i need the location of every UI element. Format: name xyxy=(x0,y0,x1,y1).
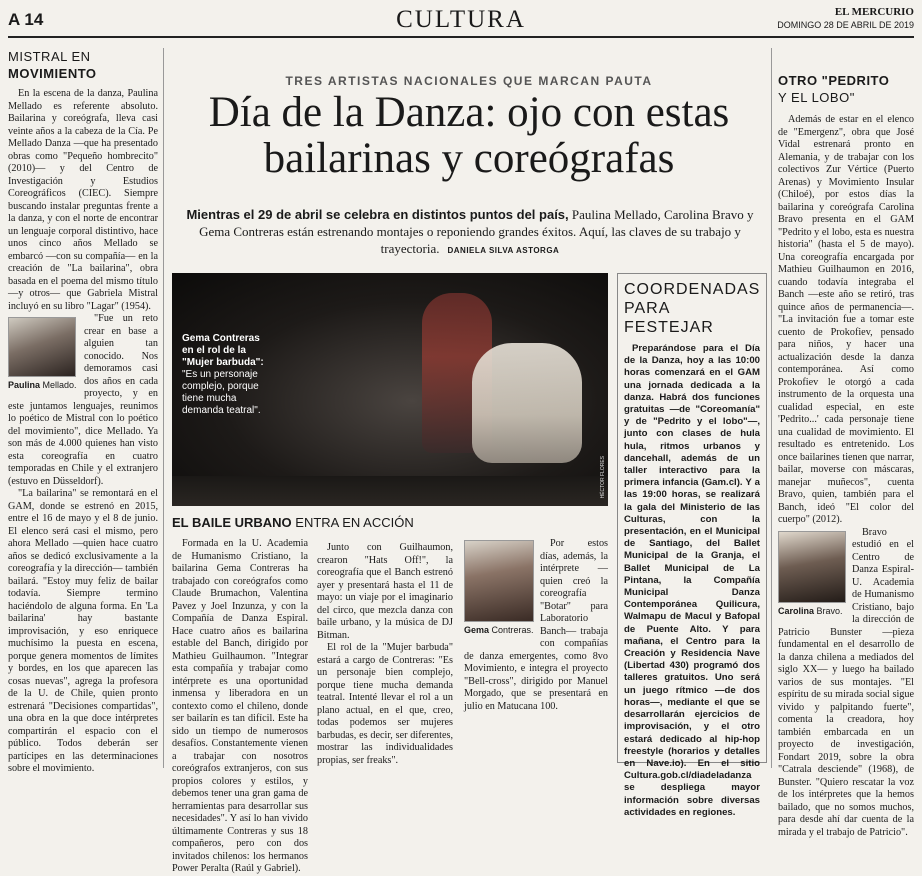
left-paragraph: "Fue un reto crear en base a alguien tan conocido. Nos demoramos casi dos años en cada proyecto, y en este juntamos lenguajes, reunimos lo poético de Mistral con lo poético del movimiento", dice Mellado. Ya son más de 4.000 quienes han visto esta coreografía en cuatro temporadas en Chile y el extranjero (estuvo en Düsseldorf). xyxy=(8,313,158,487)
article-lead: Mientras el 29 de abril se celebra en distintos puntos del país, Paulina Mellado, Carolina Bravo y Gema Contreras están estrenando montajes o reponiendo grandes éxitos. Aquí, las claves de su trabajo y trayectoria. DANIELA SILVA ASTORGA xyxy=(186,207,754,256)
byline: DANIELA SILVA ASTORGA xyxy=(447,246,560,255)
portrait-photo xyxy=(8,317,76,377)
mid-photo-block xyxy=(464,540,534,637)
column-rule xyxy=(163,48,164,768)
right-sidebar-kicker: OTRO "PEDRITO xyxy=(778,73,890,88)
left-photo-block xyxy=(8,317,78,392)
left-paragraph: En la escena de la danza, Paulina Mellado es referente absoluto. Bailarina y coreógrafa, lleva casi veinte años a la cabeza de la Cía. Pe Mellado Danza —que ha presentado obras como "Pequeño hombrecito" (2010)— y del Centro de Investigación y Estudios Coreográficos (CIEC). Siempre buscando instalar preguntas frente a la danza, y con el norte de encontrar un lenguaje corporal distintivo, hace unos cinco años Mellado se embarcó —con su compañía— en la creación de "La bailarina", obra basada en el poema del mismo título —y otros— que Gabriela Mistral incluyó en su libro "Lagar" (1954). xyxy=(8,88,158,312)
box-paragraph: Preparándose para el Día de la Danza, hoy a las 10:00 horas comenzará en el GAM una jornada dedicada a la danza. Habrá dos funciones gratuitas —de "Coreomanía" y de "Pedrito y el lobo"—, junto con clases de hula hula, ritmos urbanos y dancehall, además de un taller interactivo para la primera infancia (Gam.cl). Y a las 19:00 horas, se realizará la gala del Ministerio de las Culturas, con la presentación, en el Municipal de Santiago, del Ballet Municipal de la Granja, el Ballet Municipal de La Pintana, la Compañía Municipal Danza Contemporánea Quilicura, Walmapu de Macul y Bafopal de Puente Alto. Y para mañana, el Centro para la Creación y Residencia Nave (Libertad 430) programó dos talleres gratuitos. Uno será un juego rítmico —de dos horas—, mediante el que se desarrollarán ejercicios de improvisación, y el otro estará dedicado al hip-hop freestyle (horarios y detalles en Nave.io). En el sitio Cultura.gob.cl/diadeladanza se despliega mayor información sobre diversas actividades en regiones. xyxy=(624,343,760,818)
left-sidebar xyxy=(8,48,158,774)
article-kicker: TRES ARTISTAS NACIONALES QUE MARCAN PAUTA xyxy=(285,74,653,88)
article-column xyxy=(317,538,453,768)
info-box xyxy=(617,273,767,818)
left-sidebar-title: MOVIMIENTO xyxy=(8,66,97,81)
column-rule xyxy=(771,48,772,768)
portrait-photo xyxy=(464,540,534,622)
section-title: CULTURA xyxy=(396,6,526,33)
info-box-body xyxy=(624,343,760,819)
photo-caption: Paulina Mellado. xyxy=(8,380,77,390)
issue-date: DOMINGO 28 DE ABRIL DE 2019 xyxy=(777,20,914,30)
portrait-photo xyxy=(778,531,846,603)
main-photo xyxy=(172,273,608,506)
header-rule xyxy=(8,36,914,38)
left-paragraph: "La bailarina" se remontará en el GAM, donde se estrenó en 2015, entre el 16 de mayo y el 8 de junio. El elenco será casi el mismo, pero ahora Mellado —quien hace cuatro años se dedicó exclusivamente a la coreografía y la dirección— también bailará. "Estoy muy feliz de bailar todavía. Siempre termino haciéndolo de alguna forma. En 'La bailarina' hay bastante improvisación, y eso enriquece muchísimo la puesta en escena, porque genera momentos de límites y bordes, en los que aparecen las cosas nuevas", agrega la profesora de la U. de Chile, quien pronto estrenará "Decisiones compartidas", una obra en la que doce intérpretes compartirán el espacio con el público. Todos deberán ser partícipes en las determinaciones sobre el movimiento. xyxy=(8,488,158,774)
article-paragraph: Junto con Guilhaumon, crearon "Hats Off!", la coreografía que el Banch estrenó ayer y presentará hasta el 11 de mayo: un viaje por el imaginario del circo, que mezcla danza con baile urbano, y la música de DJ Bitman. xyxy=(317,542,453,641)
stage-floor xyxy=(172,476,608,506)
right-sidebar-body xyxy=(778,114,914,839)
page-number: A 14 xyxy=(8,10,44,29)
article-body xyxy=(172,538,608,874)
left-sidebar-kicker: MISTRAL EN xyxy=(8,49,91,64)
article-subhead: EL BAILE URBANO ENTRA EN ACCIÓN xyxy=(172,515,414,530)
left-sidebar-body xyxy=(8,88,158,776)
right-photo-block xyxy=(778,531,846,618)
photo-credit: HÉCTOR FLORES xyxy=(600,455,606,498)
newspaper-name: EL MERCURIO xyxy=(834,6,914,18)
right-paragraph: Bravo estudió en el Centro de Danza Espiral-U. Academia de Humanismo Cristiano, bajo la dirección de Patricio Bunster —pieza fundamental en el desarrollo de la danza chilena a mediados del siglo XX— y luego ha bailado varios de sus montajes. "El espíritu de su mirada social sigue vivido y palpitando fuerte", comenta la creadora, hoy también embarcada en un proyecto de investigación, Fondart 2019, sobre la obra "Catrala desciende" (1968), de Bunster. "Quiero rescatar la voz de los intérpretes que la hemos bailado, que no somos muchos, para desde ahí dar cuenta de la mirada y el trabajo de Patricio". xyxy=(778,526,914,838)
article-paragraph: Formada en la U. Academia de Humanismo Cristiano, la bailarina Gema Contreras ha trabajado con coreógrafos como Claude Brumachon, Valentina Pavez y Joel Inzunza, y con la Compañía de Danza Espiral. Hace cuatro años es bailarina estable del Banch, dirigido por Mathieu Guilhaumon. "Integrar esta compañía y trabajar como intérprete es una oportunidad inmensa y liberadora en un contexto como el chileno, donde ser bailarín es tan difícil. Este ha sido un tiempo de numerosos desafíos. Constantemente vienen a trabajar con nosotros coreógrafos extranjeros, con sus propios colores y estilos, y debemos tener una gran gama de herramientas para desarrollar sus necesidades". Y así lo han vivido últimamente Contreras y sus 18 compañeros, pero con dos invitados chilenos: los hermanos Power Peralta (Raúl y Gabriel). xyxy=(172,538,308,874)
article-headline: Día de la Danza: ojo con estas bailarinas y coreógrafas xyxy=(208,89,730,182)
info-box-title: COORDENADAS PARA FESTEJAR xyxy=(624,281,761,336)
main-photo-caption: Gema Contreras en el rol de la "Mujer barbuda": "Es un personaje complejo, porque tiene mucha demanda teatral". xyxy=(182,333,264,416)
article-column xyxy=(464,538,608,768)
dancer-figure xyxy=(472,343,582,463)
right-sidebar xyxy=(778,72,914,838)
photo-caption: Gema Contreras. xyxy=(464,625,534,635)
photo-caption: Carolina Bravo. xyxy=(778,605,843,616)
article-paragraph: Por estos días, además, la intérprete —quien creó la coreografía "Botar" para Laboratorio Banch— trabaja con compañías de danza emergentes, como 8vo Movimiento, e integra el proyecto "Bell-cross", dirigido por Manuel Morgado, que se presentará en julio en Matucana 100. xyxy=(464,538,608,712)
article-column xyxy=(172,538,308,874)
right-paragraph: Además de estar en el elenco de "Emergenz", obra que José Vidal estrenará pronto en Alemania, y de trabajar con los colectivos Zur Vértice (Puerto Arenas) y Movimiento Insular (Chiloé), por estos días la bailarina y coreógrafa Carolina Bravo presenta en el GAM "Pedrito y el lobo, esta es nuestra historia" (hasta el 5 de mayo). Una coreografía encargada por Mathieu Guilhaumon en 2016, cuando todavía integraba el Banch —este año se retiró, tras quince años de permanencia—. "La invitación fue a tomar este cuento de Prokofiev, pensado para niños, y hacer una actualización desde la danza contemporánea. Así como Prokofiev le otorgó a cada instrumento de la orquesta una cualidad especial, en este 'Pedrito...' cada personaje tiene una cualidad de movimiento. El resultado es entretenido. Los once bailarines tienen que narrar, bailar, moverse con máscaras, manejar muñecos", cuenta Bravo, quien, también para el Banch, ideó "El color del cuerpo" (2012). xyxy=(778,114,914,525)
right-sidebar-title: Y EL LOBO" xyxy=(778,90,855,105)
article-paragraph: El rol de la "Mujer barbuda" estará a cargo de Contreras: "Es un personaje bien complejo, porque tiene mucha demanda teatral. Intenté llevar el rol a un plano actual, en el que, creo, todas podemos ser mujeres barbudas, es decir, ser diferentes, mostrar las individualidades propias, ser freaks". xyxy=(317,642,453,766)
